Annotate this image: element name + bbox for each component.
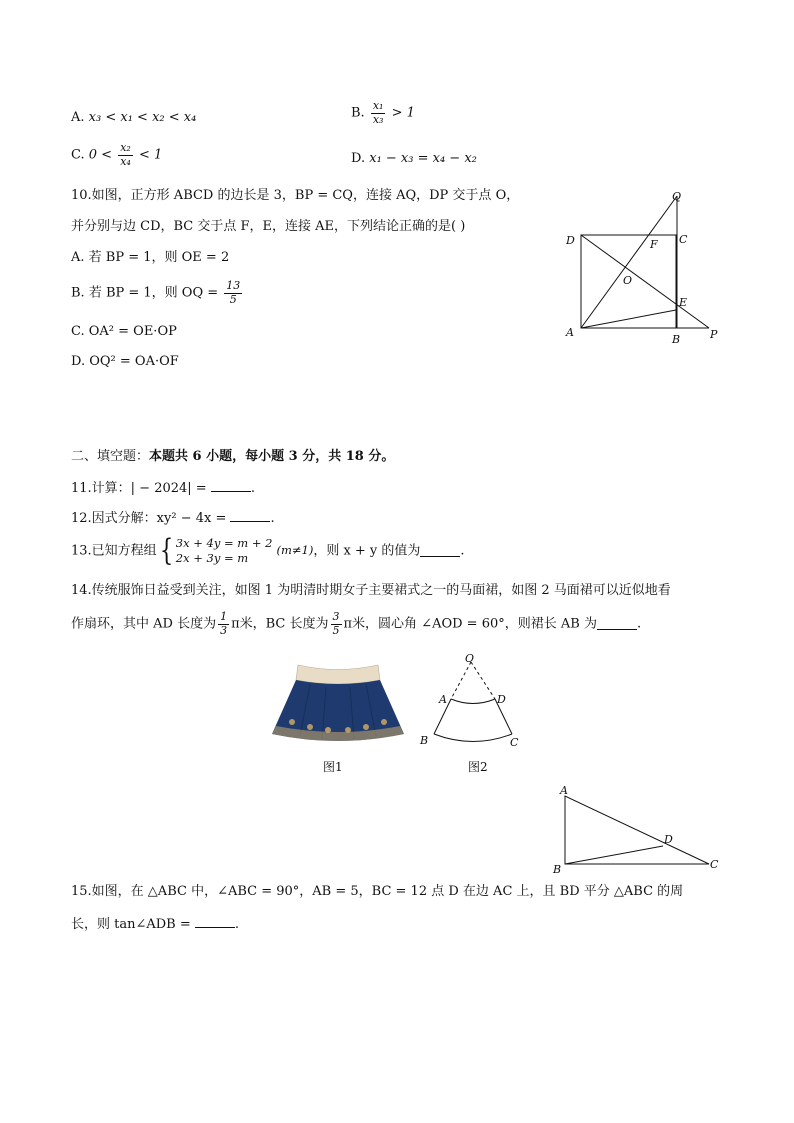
skirt-waistband [296,665,380,684]
answer-blank [420,546,460,557]
fraction: $\frac{1}{3}$ [220,610,228,637]
segment-aq [581,196,677,328]
q15-line1: 15.如图，在 △ABC 中，∠ABC = 90°，AB = 5，BC = 12 点 D 在边 AC 上，且 BD 平分 △ABC 的周 [71,884,684,899]
option-expression: x₁ − x₃ = x₄ − x₂ [369,151,477,166]
label-d: D [497,693,506,706]
q10-line2: 并分别与边 CD，BC 交于点 F，E，连接 AE，下列结论正确的是( ) [71,219,466,234]
section-description: 本题共 6 小题，每小题 3 分，共 18 分。 [149,449,395,464]
label-o: O [623,274,633,287]
equation-system: 3x + 4y = m + 2 2x + 3y = m [175,536,273,565]
option-label: D. [351,151,366,166]
arc-ad [451,699,495,704]
fraction: $\frac{\text{x₁}}{\text{x₃}}$ [372,99,384,126]
answer-blank [195,917,235,928]
section-heading [71,450,394,463]
q10-option-c: C. OA² = OE·OP [71,324,177,339]
q10-square-figure [560,188,730,348]
q9-option-d [351,152,477,165]
answer-blank [597,619,637,630]
label-a: A [439,693,447,706]
option-label: B. [351,105,365,121]
label-d: D [566,234,575,247]
question-13: 13.已知方程组{ 3x + 4y = m + 2 2x + 3y = m (m≠1)，则 x + y 的值为 . [71,533,465,568]
segment-dp [581,235,709,328]
segment-bd [565,846,663,864]
q9-option-c: C. 0 < $\frac{\text{x₂}}{\text{x₄}}$ < 1 [71,141,163,168]
q10-option-b: B. 若 BP = 1，则 OQ = $\frac{13}{5}$ [71,279,241,306]
label-b: B [420,734,429,747]
label-b: B [553,863,562,876]
section-prefix: 二、填空题： [71,449,150,464]
label-a: A [566,326,574,339]
label-c: C [710,858,719,871]
label-q: Q [672,190,682,203]
answer-blank [211,481,251,492]
q15-triangle-figure [548,782,728,878]
label-p: P [710,328,718,341]
figure-1-caption: 图1 [323,760,343,774]
fraction: $\frac{13}{5}$ [226,279,241,306]
q10-line1: 10.如图，正方形 ABCD 的边长是 3，BP = CQ，连接 AQ，DP 交于点 O， [71,188,520,203]
q10-option-a: A. 若 BP = 1，则 OE = 2 [71,250,230,265]
segment-ae [581,310,676,328]
label-o: O [465,652,475,665]
label-c: C [679,233,688,246]
q14-line1: 14.传统服饰日益受到关注，如图 1 为明清时期女子主要裙式之一的马面裙，如图 2 马面裙可以近似地看 [71,583,671,598]
answer-blank [230,511,270,522]
fraction: $\frac{\text{x₂}}{\text{x₄}}$ [120,141,131,168]
question-11: 11.计算：| − 2024| = . [71,481,255,496]
option-label: C. [71,147,85,163]
option-expression: x₃ < x₁ < x₂ < x₄ [88,110,197,125]
q14-line2: 作扇环，其中 AD 长度为 $\frac{1}{3}$ π米，BC 长度为 $\frac{3}{5}$ π米，圆心角 ∠AOD = 60°，则裙长 AB 为 . [71,610,642,637]
label-f: F [650,238,658,251]
q9-option-b [351,100,415,126]
dashed-od [471,662,495,699]
figure-2-caption: 图2 [468,760,488,774]
fraction: $\frac{3}{5}$ [332,610,340,637]
system-brace: { [159,533,173,568]
label-c: C [510,736,519,749]
q15-line2: 长，则 tan∠ADB = . [71,917,240,932]
skirt-photo [270,662,406,746]
q9-option-a [71,111,196,124]
option-label: A. [71,110,85,125]
option-expression: > 1 [387,105,415,121]
label-b: B [672,333,681,346]
label-e: E [679,296,688,309]
label-d: D [664,833,673,846]
dashed-oa [451,662,471,699]
arc-bc [434,734,512,742]
annular-sector-figure [415,648,530,750]
q10-option-d: D. OQ² = OA·OF [71,354,179,369]
label-a: A [560,784,568,797]
triangle-abc [565,796,709,864]
question-12: 12.因式分解：xy² − 4x = . [71,511,275,526]
